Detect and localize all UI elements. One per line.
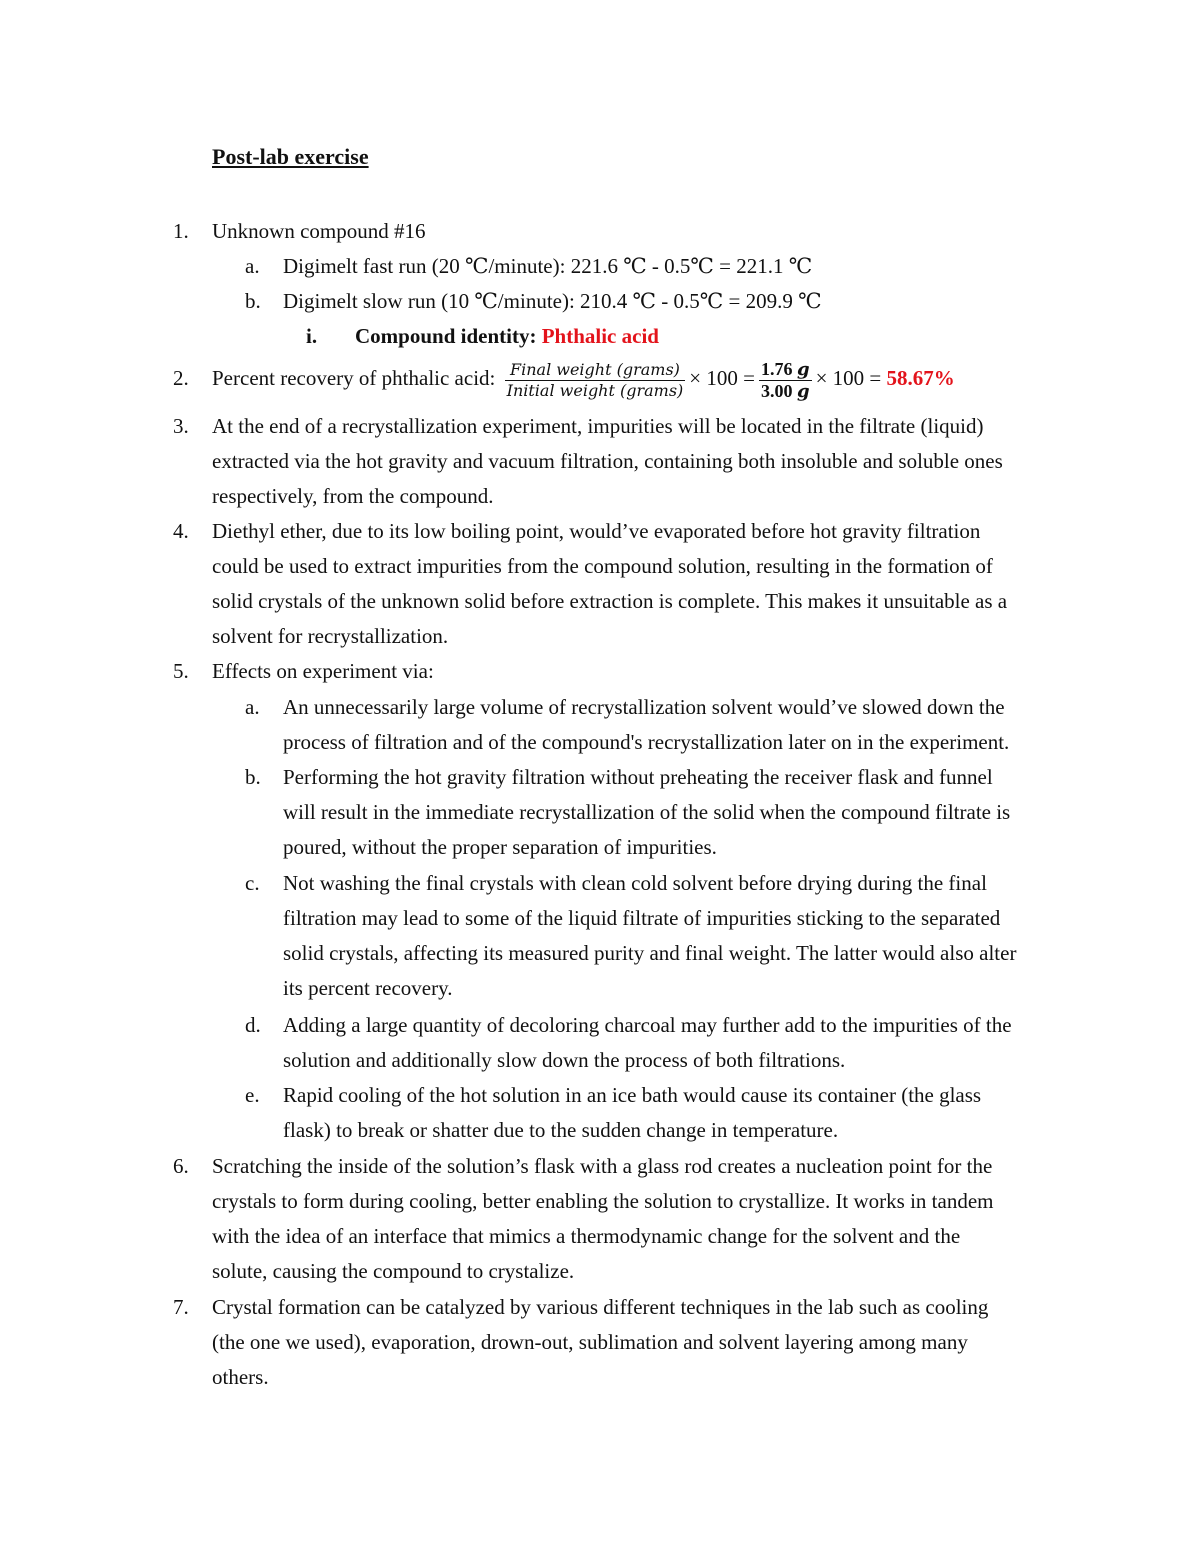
item-number: 5. (173, 659, 189, 683)
sub-label: b. (245, 289, 261, 313)
item-number: 3. (173, 414, 189, 438)
sub-text-line: flask) to break or shatter due to the sudden change in temperature. (283, 1118, 839, 1142)
sub-label: d. (245, 1013, 261, 1037)
compound-identity-value: Phthalic acid (541, 324, 659, 348)
fraction-denominator: Initial weight (grams) (506, 380, 684, 400)
sub-text-line: solid crystals, affecting its measured purity and final weight. The latter would also alter (283, 941, 1017, 965)
compound-identity-label: Compound identity: (355, 324, 542, 348)
sub-text: Digimelt slow run (10 ℃/minute): 210.4 ℃ - 0.5℃ = 209.9 ℃ (283, 289, 822, 313)
sub-text-line: Adding a large quantity of decoloring charcoal may further add to the impurities of the (283, 1013, 1012, 1037)
multiply-text: × 100 = (815, 366, 887, 390)
sub-label: a. (245, 695, 260, 719)
sub-label: e. (245, 1083, 260, 1107)
sub-label: c. (245, 871, 260, 895)
unit: g (796, 380, 810, 402)
sub-text-line: Not washing the final crystals with clean cold solvent before drying during the final (283, 871, 987, 895)
item-text-line: solid crystals of the unknown solid before extraction is complete. This makes it unsuitable as a (212, 589, 1008, 613)
sub-text-line: filtration may lead to some of the liquid filtrate of impurities sticking to the separated (283, 906, 1001, 930)
item-number: 1. (173, 219, 189, 243)
formula-fraction (505, 360, 686, 401)
item-text: Percent recovery of phthalic acid: (212, 366, 501, 390)
item-text: Effects on experiment via: (212, 659, 434, 683)
item-text-line: Crystal formation can be catalyzed by various different techniques in the lab such as cooling (212, 1295, 989, 1319)
item-text-line: with the idea of an interface that mimics a thermodynamic change for the solvent and the (212, 1224, 961, 1248)
fraction-denominator: 3.00 (760, 380, 797, 401)
sub-label: a. (245, 254, 260, 278)
item-text-line: could be used to extract impurities from the compound solution, resulting in the formation of (212, 554, 993, 578)
percent-recovery-result: 58.67% (886, 366, 955, 390)
value-fraction (759, 359, 812, 402)
item-number: 6. (173, 1154, 189, 1178)
sub-text-line: solution and additionally slow down the process of both filtrations. (283, 1048, 846, 1072)
item-text-line: solvent for recrystallization. (212, 624, 449, 648)
item-number: 2. (173, 366, 189, 390)
sub-sub-label: i. (306, 324, 318, 348)
sub-text-line: process of filtration and of the compound's recrystallization later on in the experiment. (283, 730, 1010, 754)
sub-text: Digimelt fast run (20 ℃/minute): 221.6 ℃ - 0.5℃ = 221.1 ℃ (283, 254, 813, 278)
item-text-line: others. (212, 1365, 269, 1389)
item-text-line: Diethyl ether, due to its low boiling point, would’ve evaporated before hot gravity filtration (212, 519, 981, 543)
sub-text-line: An unnecessarily large volume of recrystallization solvent would’ve slowed down the (283, 695, 1005, 719)
sub-text-line: Performing the hot gravity filtration without preheating the receiver flask and funnel (283, 765, 993, 789)
item-text-line: solute, causing the compound to crystalize. (212, 1259, 575, 1283)
sub-label: b. (245, 765, 261, 789)
fraction-numerator: Final weight (grams) (505, 360, 686, 381)
item-text-line: crystals to form during cooling, better enabling the solution to crystallize. It works in tandem (212, 1189, 994, 1213)
item-text-line: At the end of a recrystallization experiment, impurities will be located in the filtrate (liquid) (212, 414, 984, 438)
item-text-line: extracted via the hot gravity and vacuum filtration, containing both insoluble and soluble ones (212, 449, 1003, 473)
sub-text-line: its percent recovery. (283, 976, 453, 1000)
fraction-numerator: 1.76 (760, 358, 797, 379)
item-text-line: respectively, from the compound. (212, 484, 494, 508)
item-number: 4. (173, 519, 189, 543)
sub-text-line: will result in the immediate recrystallization of the solid when the compound filtrate is (283, 800, 1011, 824)
item-text-line: Scratching the inside of the solution’s flask with a glass rod creates a nucleation point for the (212, 1154, 993, 1178)
item-number: 7. (173, 1295, 189, 1319)
sub-text-line: Rapid cooling of the hot solution in an ice bath would cause its container (the glass (283, 1083, 982, 1107)
sub-text-line: poured, without the proper separation of impurities. (283, 835, 717, 859)
multiply-text: × 100 = (689, 366, 755, 390)
item-text-line: (the one we used), evaporation, drown-out, sublimation and solvent layering among many (212, 1330, 968, 1354)
item-text: Unknown compound #16 (212, 219, 426, 243)
unit: g (796, 358, 810, 380)
page-title: Post-lab exercise (212, 144, 369, 169)
